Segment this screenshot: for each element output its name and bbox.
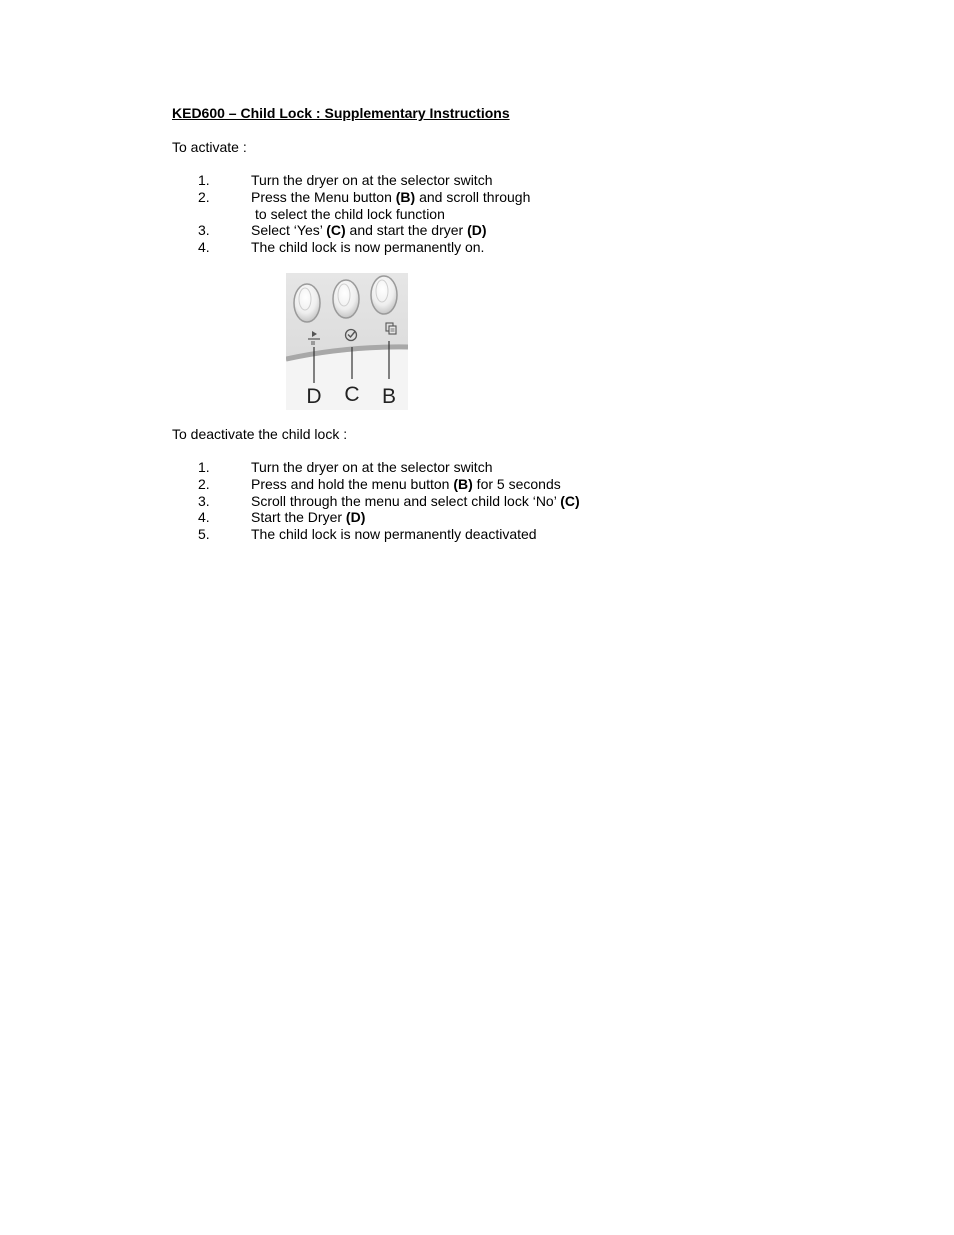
step-number: 1. — [198, 459, 210, 475]
step-text: The child lock is now permanently deactivated — [251, 526, 537, 543]
step-text: Start the Dryer (D) — [251, 509, 366, 526]
step-text: Press and hold the menu button (B) for 5 seconds — [251, 475, 561, 492]
list-item-continuation — [0, 206, 954, 223]
list-item — [0, 476, 954, 493]
document-title: KED600 – Child Lock : Supplementary Instructions — [172, 105, 510, 121]
list-item — [0, 239, 954, 256]
button-d-shape — [294, 284, 320, 322]
list-item — [0, 459, 954, 476]
step-text: Turn the dryer on at the selector switch — [251, 459, 493, 475]
step-number: 2. — [198, 188, 210, 205]
list-item — [0, 172, 954, 189]
figure-label-c: C — [344, 383, 360, 406]
control-panel-figure — [286, 273, 408, 410]
step-number: 3. — [198, 492, 210, 509]
step-number: 3. — [198, 222, 210, 239]
figure-label-b: B — [381, 385, 397, 408]
deactivate-steps-list — [0, 459, 954, 543]
step-number: 4. — [198, 509, 210, 526]
step-text: Scroll through the menu and select child lock ‘No’ (C) — [251, 492, 580, 509]
step-text: Press the Menu button (B) and scroll through — [251, 188, 531, 205]
deactivate-heading: To deactivate the child lock : — [172, 426, 348, 442]
list-item — [0, 526, 954, 543]
button-c-shape — [333, 280, 359, 318]
step-text-continuation: to select the child lock function — [255, 205, 445, 222]
list-item — [0, 222, 954, 239]
step-number: 1. — [198, 172, 210, 188]
step-number: 2. — [198, 475, 210, 492]
step-text: Turn the dryer on at the selector switch — [251, 172, 493, 188]
activate-steps-list — [0, 172, 954, 256]
step-text: Select ‘Yes’ (C) and start the dryer (D) — [251, 222, 487, 239]
list-item — [0, 493, 954, 510]
button-b-shape — [371, 276, 397, 314]
list-item — [0, 189, 954, 206]
step-number: 5. — [198, 526, 210, 543]
activate-heading: To activate : — [172, 139, 247, 155]
list-item — [0, 509, 954, 526]
step-number: 4. — [198, 239, 210, 256]
step-text: The child lock is now permanently on. — [251, 239, 485, 256]
figure-label-d: D — [306, 385, 322, 408]
